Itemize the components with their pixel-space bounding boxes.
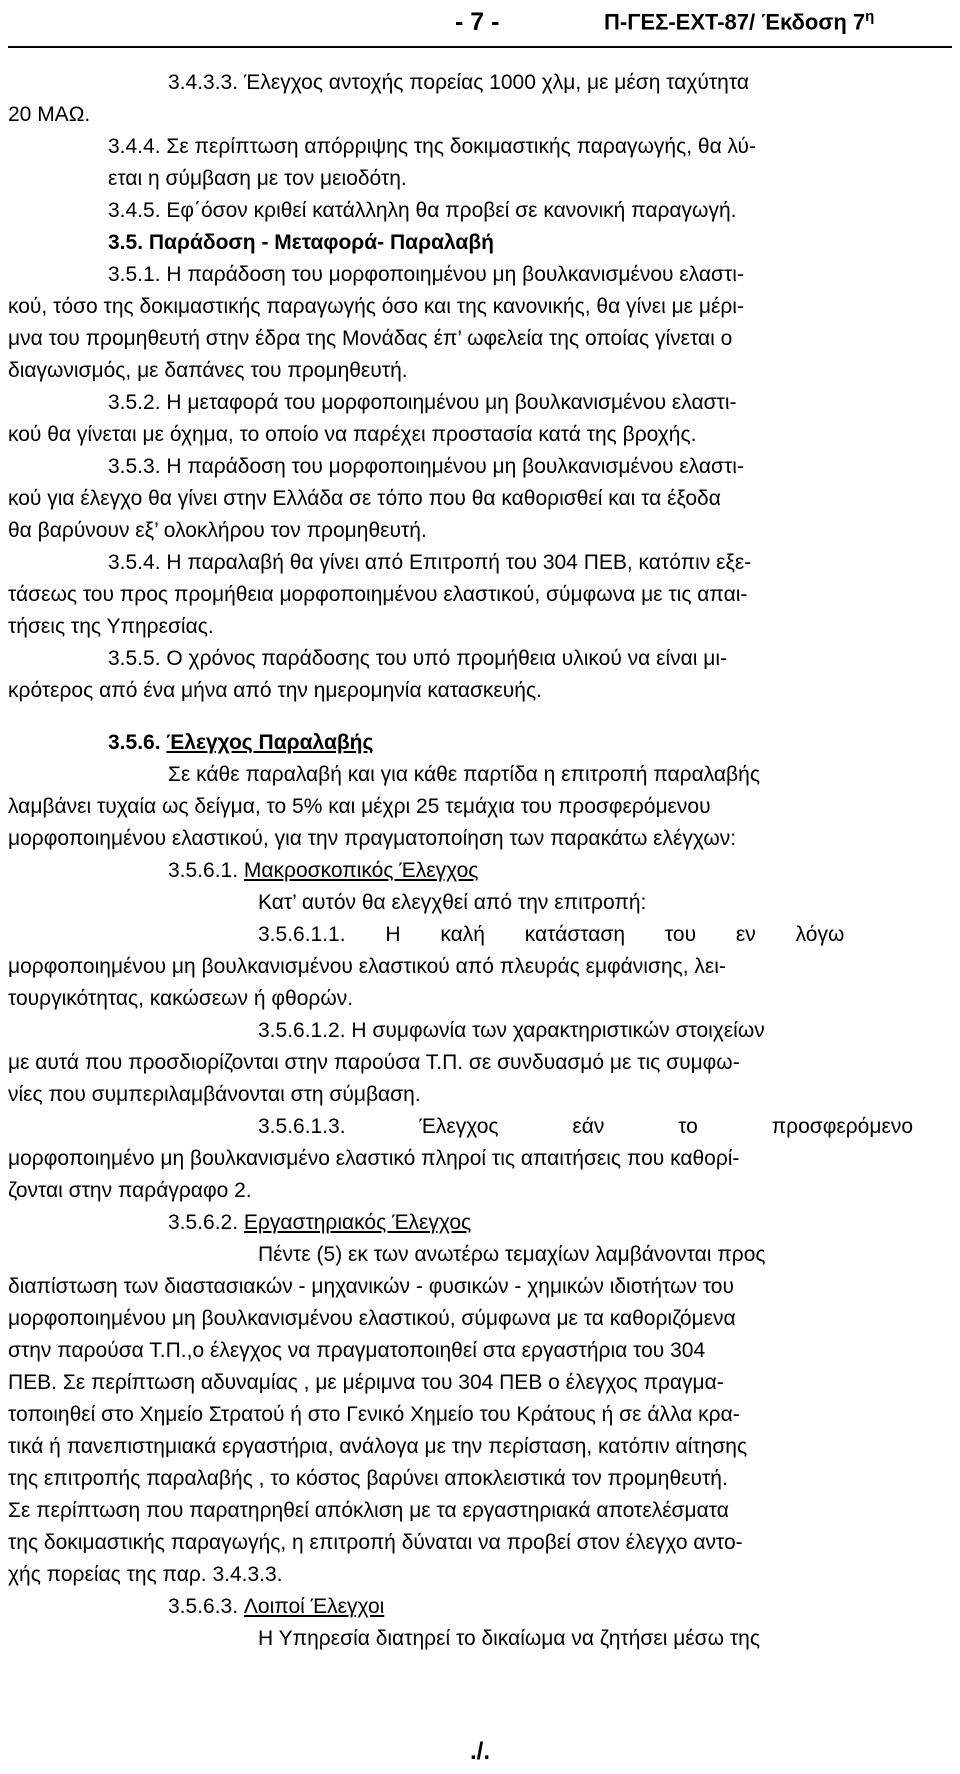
subsection-title: Μακροσκοπικός Έλεγχος	[243, 859, 479, 882]
body-line: τικά ή πανεπιστημιακά εργαστήρια, ανάλογα με την περίσταση, κατόπιν αίτησης	[8, 1435, 748, 1458]
body-line: κού για έλεγχο θα γίνει στην Ελλάδα σε τόπο που θα καθορισθεί και τα έξοδα	[8, 487, 721, 510]
body-line: της δοκιμαστικής παραγωγής, η επιτροπή δύναται να προβεί στον έλεγχο αντο-	[8, 1531, 743, 1554]
page-number: - 7 -	[455, 8, 500, 36]
subsection-heading-3-5-6-2	[8, 1207, 952, 1239]
body-line: θα βαρύνουν εξ’ ολοκλήρου τον προμηθευτή.	[8, 519, 427, 542]
body-line: κού, τόσο της δοκιμαστικής παραγωγής όσο και της κανονικής, θα γίνει με μέρι-	[8, 295, 744, 318]
body-line: Κατ’ αυτόν θα ελεγχθεί από την επιτροπή:	[258, 891, 647, 914]
body-line: Σε περίπτωση που παρατηρηθεί απόκλιση με τα εργαστηριακά αποτελέσματα	[8, 1499, 729, 1522]
body-line: Σε κάθε παραλαβή και για κάθε παρτίδα η επιτροπή παραλαβής	[168, 763, 760, 786]
body-line: ζονται στην παράγραφο 2.	[8, 1179, 252, 1202]
body-line: 3.5.6.1.1. Η καλή κατάσταση του εν λόγω	[258, 923, 845, 946]
body-line: με αυτά που προσδιορίζονται στην παρούσα Τ.Π. σε συνδυασμό με τις συμφω-	[8, 1051, 740, 1074]
body-line: 3.5.6.1.2. Η συμφωνία των χαρακτηριστικών στοιχείων	[258, 1019, 765, 1042]
body-line: 3.5.4. Η παραλαβή θα γίνει από Επιτροπή του 304 ΠΕΒ, κατόπιν εξε-	[108, 551, 752, 574]
body-line: 3.5.2. Η μεταφορά του μορφοποιημένου μη βουλκανισμένου ελαστι-	[108, 391, 737, 414]
page-header	[0, 6, 960, 46]
section-heading-3-5-6	[8, 727, 952, 759]
body-line: Πέντε (5) εκ των ανωτέρω τεμαχίων λαμβάνονται προς	[258, 1243, 766, 1266]
body-line: 3.5.6.1.3. Έλεγχος εάν το προσφερόμενο	[258, 1115, 913, 1138]
body-line: μορφοποιημένο μη βουλκανισμένο ελαστικό πληροί τις απαιτήσεις που καθορί-	[8, 1147, 740, 1170]
document-code-text: Π-ΓΕΣ-ΕΧΤ-87/ Έκδοση 7	[604, 9, 866, 35]
body-line: νίες που συμπεριλαμβάνονται στη σύμβαση.	[8, 1083, 421, 1106]
subsection-title: Εργαστηριακός Έλεγχος	[243, 1211, 472, 1234]
section-title: Έλεγχος Παραλαβής	[166, 731, 374, 754]
subsection-number: 3.5.6.1.	[168, 859, 239, 882]
document-code	[604, 8, 874, 35]
body-line: εται η σύμβαση με τον μειοδότη.	[108, 167, 407, 190]
section-number: 3.5.	[108, 231, 144, 254]
body-line: μνα του προμηθευτή στην έδρα της Μονάδας έπ’ ωφελεία της οποίας γίνεται ο	[8, 327, 733, 350]
body-line: λαμβάνει τυχαία ως δείγμα, το 5% και μέχρι 25 τεμάχια του προσφερόμενου	[8, 795, 711, 818]
body-line: χής πορείας της παρ. 3.4.3.3.	[8, 1563, 283, 1586]
body-line: 3.5.1. Η παράδοση του μορφοποιημένου μη βουλκανισμένου ελαστι-	[108, 263, 744, 286]
subsection-number: 3.5.6.3.	[168, 1595, 239, 1618]
body-line: τοποιηθεί στο Χημείο Στρατού ή στο Γενικό Χημείο του Κράτους ή σε άλλα κρα-	[8, 1403, 740, 1426]
document-body	[8, 67, 952, 1655]
body-line: τουργικότητας, κακώσεων ή φθορών.	[8, 987, 354, 1010]
subsection-heading-3-5-6-3	[8, 1591, 952, 1623]
body-line: της επιτροπής παραλαβής , το κόστος βαρύνει αποκλειστικά τον προμηθευτή.	[8, 1467, 728, 1490]
body-line: 3.5.3. Η παράδοση του μορφοποιημένου μη βουλκανισμένου ελαστι-	[108, 455, 744, 478]
section-heading-3-5	[8, 227, 952, 259]
subsection-title: Λοιποί Έλεγχοι	[243, 1595, 385, 1618]
section-title: Παράδοση - Μεταφορά- Παραλαβή	[148, 231, 494, 254]
body-line: κρότερος από ένα μήνα από την ημερομηνία κατασκευής.	[8, 679, 542, 702]
document-code-superscript: η	[865, 8, 875, 25]
subsection-number: 3.5.6.2.	[168, 1211, 239, 1234]
body-line: μορφοποιημένου μη βουλκανισμένου ελαστικού από πλευράς εμφάνισης, λει-	[8, 955, 726, 978]
body-line: στην παρούσα Τ.Π.,ο έλεγχος να πραγματοποιηθεί στα εργαστήρια του 304	[8, 1339, 706, 1362]
body-line: μορφοποιημένου μη βουλκανισμένου ελαστικού, σύμφωνα με τα καθοριζόμενα	[8, 1307, 736, 1330]
body-line: τάσεως του προς προμήθεια μορφοποιημένου ελαστικού, σύμφωνα με τις απαι-	[8, 583, 748, 606]
body-line: μορφοποιημένου ελαστικού, για την πραγματοποίηση των παρακάτω ελέγχων:	[8, 827, 737, 850]
continuation-mark: ./.	[469, 1738, 490, 1765]
subsection-heading-3-5-6-1	[8, 855, 952, 887]
body-line: 3.4.5. Εφ΄όσον κριθεί κατάλληλη θα προβεί σε κανονική παραγωγή.	[108, 199, 737, 222]
body-line: 20 ΜΑΩ.	[8, 103, 91, 126]
body-line: τήσεις της Υπηρεσίας.	[8, 615, 214, 638]
body-line: διαγωνισμός, με δαπάνες του προμηθευτή.	[8, 359, 408, 382]
body-line: 3.4.4. Σε περίπτωση απόρριψης της δοκιμαστικής παραγωγής, θα λύ-	[108, 135, 757, 158]
body-line: διαπίστωση των διαστασιακών - μηχανικών - φυσικών - χημικών ιδιοτήτων του	[8, 1275, 734, 1298]
paragraph-gap	[8, 707, 952, 727]
body-line: ΠΕΒ. Σε περίπτωση αδυναμίας , με μέριμνα του 304 ΠΕΒ ο έλεγχος πραγμα-	[8, 1371, 724, 1394]
body-line: 3.4.3.3. Έλεγχος αντοχής πορείας 1000 χλμ, με μέση ταχύτητα	[168, 71, 749, 94]
body-line: κού θα γίνεται με όχημα, το οποίο να παρέχει προστασία κατά της βροχής.	[8, 423, 697, 446]
section-number: 3.5.6.	[108, 731, 161, 754]
header-rule	[8, 46, 952, 48]
body-line: 3.5.5. Ο χρόνος παράδοσης του υπό προμήθεια υλικού να είναι μι-	[108, 647, 728, 670]
body-line: Η Υπηρεσία διατηρεί το δικαίωμα να ζητήσει μέσω της	[258, 1627, 760, 1650]
